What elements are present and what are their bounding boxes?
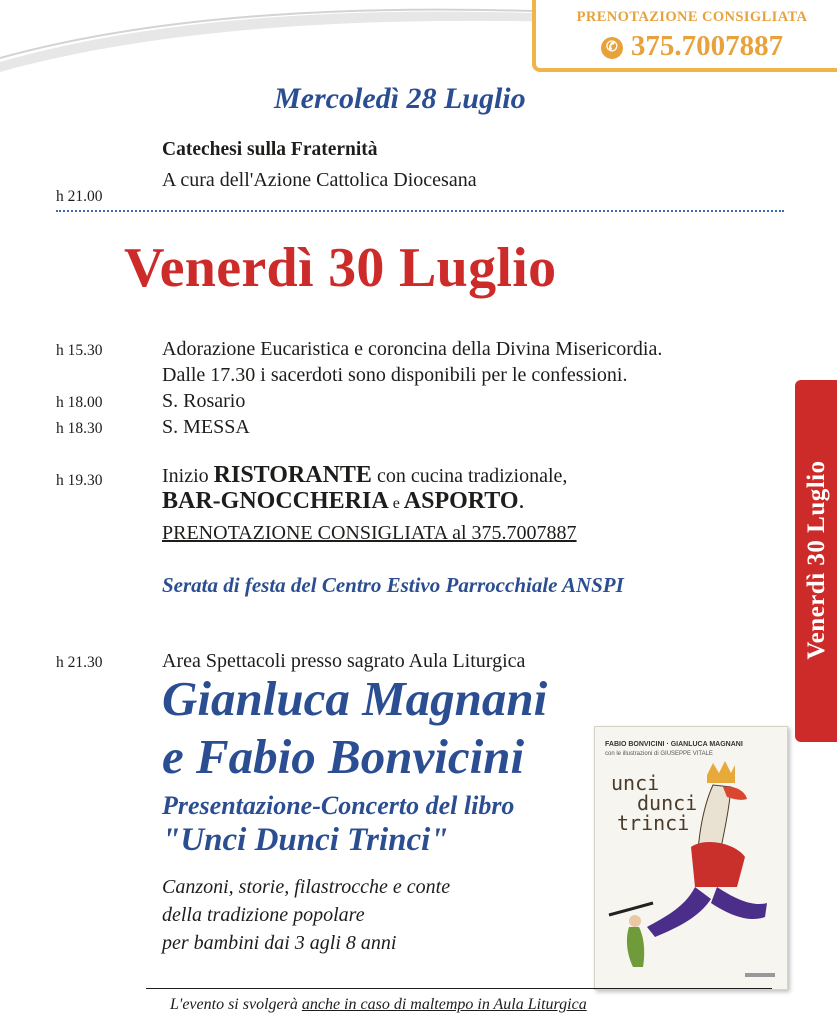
footer-underlined: anche in caso di maltempo in Aula Liturgica: [301, 996, 587, 1013]
restaurant-e: e: [388, 495, 404, 512]
book-cover-title-1: unci: [611, 771, 660, 795]
show-desc-1: Canzoni, storie, filastrocche e conte: [162, 876, 451, 898]
restaurant-cucina: con cucina tradizionale,: [371, 465, 568, 487]
book-title-line: "Unci Dunci Trinci": [162, 822, 449, 858]
book-cover-image: [594, 726, 788, 990]
book-cover-illustration: [595, 727, 787, 989]
book-cover-authors: FABIO BONVICINI · GIANLUCA MAGNANI: [605, 741, 743, 748]
restaurant-line-2: [162, 488, 525, 515]
festa-line: Serata di festa del Centro Estivo Parrocchiale ANSPI: [162, 573, 624, 597]
schedule-text-rosario: S. Rosario: [162, 390, 246, 412]
schedule-time-1800: h 18.00: [56, 394, 103, 411]
wednesday-time: h 21.00: [56, 188, 103, 205]
footer-note: [170, 996, 587, 1014]
booking-badge-title: PRENOTAZIONE CONSIGLIATA: [576, 9, 808, 25]
booking-phone-number: 375.7007887: [630, 30, 784, 62]
wednesday-event-subtitle: A cura dell'Azione Cattolica Diocesana: [162, 169, 477, 191]
schedule-text-messa: S. MESSA: [162, 416, 250, 438]
show-location: Area Spettacoli presso sagrato Aula Liturgica: [162, 650, 526, 672]
schedule-time-1830: h 18.30: [56, 420, 103, 437]
book-cover-title-3: trinci: [617, 811, 690, 835]
performer-name-2: e Fabio Bonvicini: [162, 729, 525, 784]
side-date-tab: [795, 380, 837, 742]
footer-prefix: L'evento si svolgerà: [170, 996, 302, 1013]
show-time: h 21.30: [56, 654, 103, 671]
book-cover-illustrator: con le illustrazioni di GIUSEPPE VITALE: [605, 751, 713, 757]
friday-date-heading: Venerdì 30 Luglio: [124, 237, 557, 299]
restaurant-intro: Inizio: [162, 465, 214, 487]
booking-badge-phone[interactable]: [552, 30, 832, 63]
dotted-divider: [56, 210, 784, 212]
performer-name-1: Gianluca Magnani: [162, 671, 548, 726]
side-tab-text: Venerdì 30 Luglio: [803, 460, 830, 660]
restaurant-line-1: [162, 462, 567, 489]
restaurant-time: h 19.30: [56, 472, 103, 489]
schedule-time-1530: h 15.30: [56, 342, 103, 359]
book-cover-title-2: dunci: [637, 791, 698, 815]
schedule-text-confessioni: Dalle 17.30 i sacerdoti sono disponibili per le confessioni.: [162, 364, 628, 386]
restaurant-booking-line: PRENOTAZIONE CONSIGLIATA al 375.7007887: [162, 522, 577, 544]
restaurant-asporto: ASPORTO: [403, 488, 519, 514]
phone-icon: ✆: [601, 37, 623, 59]
wednesday-date: Mercoledì 28 Luglio: [274, 82, 526, 115]
presentation-line: Presentazione-Concerto del libro: [162, 791, 515, 820]
restaurant-bar: BAR-GNOCCHERIA: [162, 488, 389, 514]
schedule-text-adorazione: Adorazione Eucaristica e coroncina della Divina Misericordia.: [162, 338, 663, 360]
footer-divider: [146, 988, 772, 989]
booking-badge: [532, 0, 837, 72]
wednesday-event-title: Catechesi sulla Fraternità: [162, 139, 378, 160]
restaurant-ristorante: RISTORANTE: [213, 462, 372, 488]
show-desc-2: della tradizione popolare: [162, 904, 365, 926]
show-desc-3: per bambini dai 3 agli 8 anni: [162, 932, 397, 954]
restaurant-period: .: [518, 488, 525, 514]
